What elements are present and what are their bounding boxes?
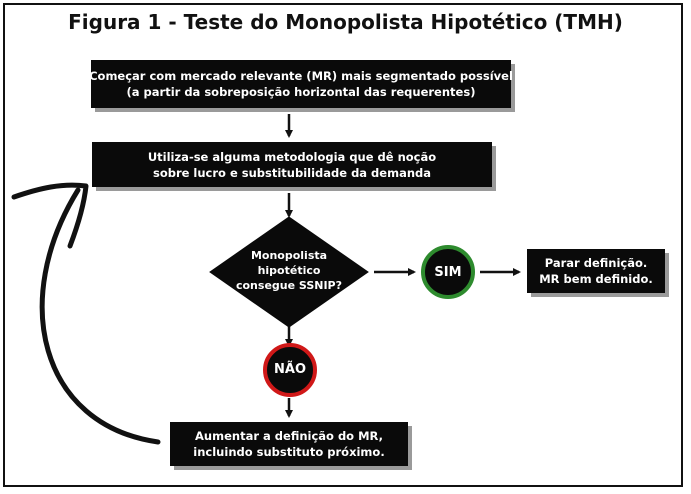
method-step-line2: sobre lucro e substitubilidade da demanda — [152, 165, 432, 180]
method-step-line1: Utiliza-se alguma metodologia que dê noção — [147, 149, 437, 164]
stop-step-box — [527, 249, 665, 293]
figure-title: Figura 1 - Teste do Monopolista Hipotético (TMH) — [68, 10, 623, 34]
start-step-box — [91, 60, 511, 108]
expand-step-line1: Aumentar a definição do MR, — [195, 429, 383, 443]
decision-line3: consegue SSNIP? — [235, 279, 342, 292]
loop-back-arrow — [42, 190, 158, 442]
no-label: NÃO — [274, 362, 306, 377]
stop-step-line1: Parar definição. — [544, 256, 648, 270]
yes-label: SIM — [434, 265, 462, 280]
expand-step-box — [170, 422, 408, 466]
method-step-box — [92, 142, 492, 187]
decision-question — [228, 248, 350, 293]
decision-line1: Monopolista — [250, 249, 328, 262]
start-step-line1: Começar com mercado relevante (MR) mais segmentado possível — [89, 69, 513, 83]
stop-step-line2: MR bem definido. — [539, 272, 653, 286]
start-step-line2: (a partir da sobreposição horizontal das requerentes) — [126, 85, 476, 99]
decision-line2: hipotético — [257, 264, 321, 277]
expand-step-line2: incluindo substituto próximo. — [193, 445, 385, 459]
